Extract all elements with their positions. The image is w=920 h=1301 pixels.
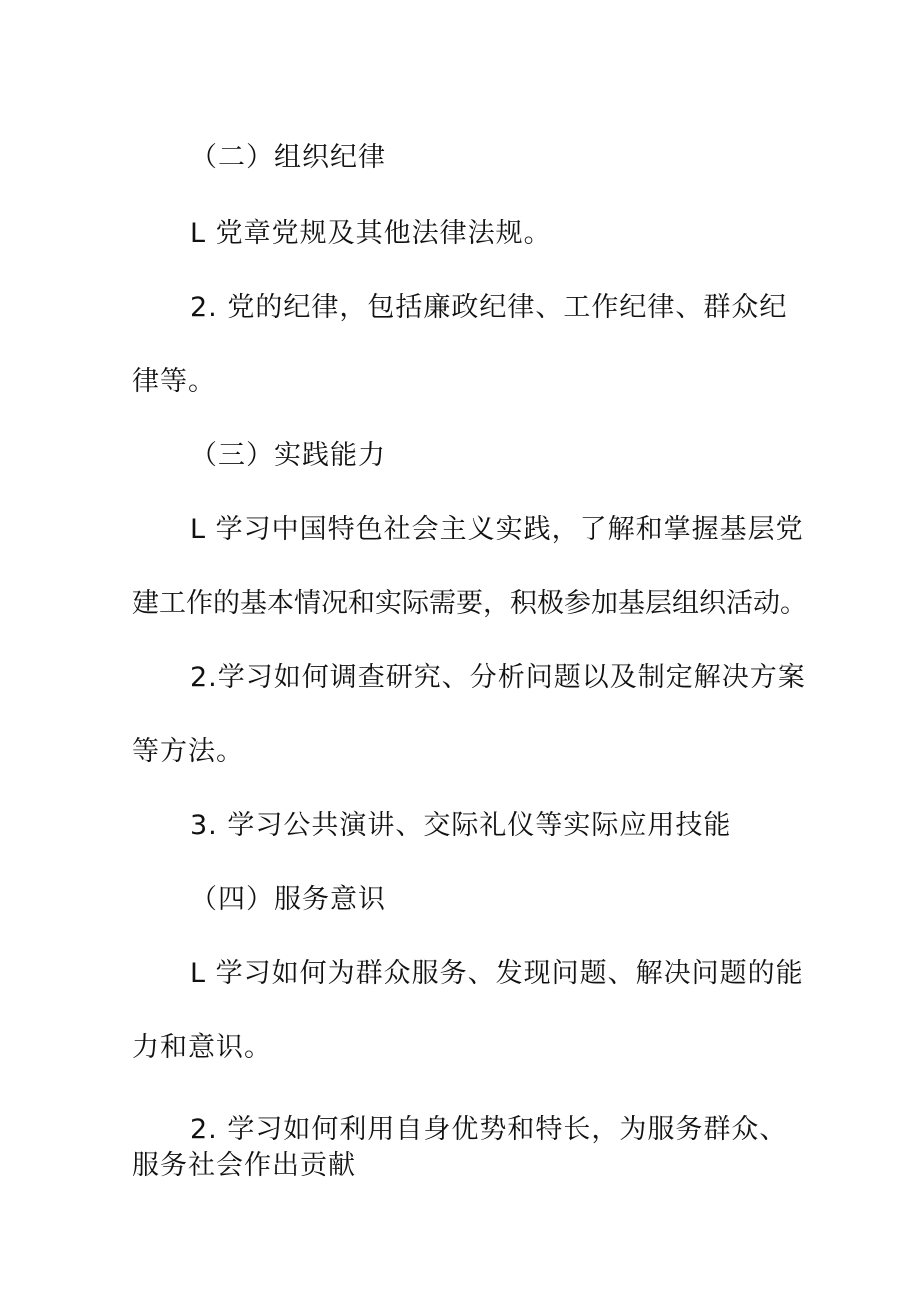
list-item-text-continuation: 建工作的基本情况和实际需要，积极参加基层组织活动。 xyxy=(132,588,807,619)
list-item-text: 2.学习如何调查研究、分析问题以及制定解决方案 xyxy=(190,662,806,693)
list-item-text: L 学习如何为群众服务、发现问题、解决问题的能 xyxy=(190,958,804,989)
list-item-text: L 党章党规及其他法律法规。 xyxy=(190,218,552,249)
list-item-text-continuation: 服务社会作出贡献 xyxy=(132,1150,356,1181)
list-item-text: 2. 党的纪律，包括廉政纪律、工作纪律、群众纪 xyxy=(190,292,788,323)
section-heading-organizational-discipline: （二）组织纪律 xyxy=(190,142,386,173)
section-heading-practical-ability: （三）实践能力 xyxy=(190,440,386,471)
list-item-text: 2. 学习如何利用自身优势和特长，为服务群众、 xyxy=(190,1114,788,1145)
list-item-text: 3. 学习公共演讲、交际礼仪等实际应用技能 xyxy=(190,810,732,841)
list-item-text: L 学习中国特色社会主义实践，了解和掌握基层党 xyxy=(190,514,804,545)
list-item-text-continuation: 等方法。 xyxy=(132,736,244,767)
list-item-text-continuation: 律等。 xyxy=(132,366,216,397)
section-heading-service-awareness: （四）服务意识 xyxy=(190,884,386,915)
list-item-text-continuation: 力和意识。 xyxy=(132,1032,272,1063)
